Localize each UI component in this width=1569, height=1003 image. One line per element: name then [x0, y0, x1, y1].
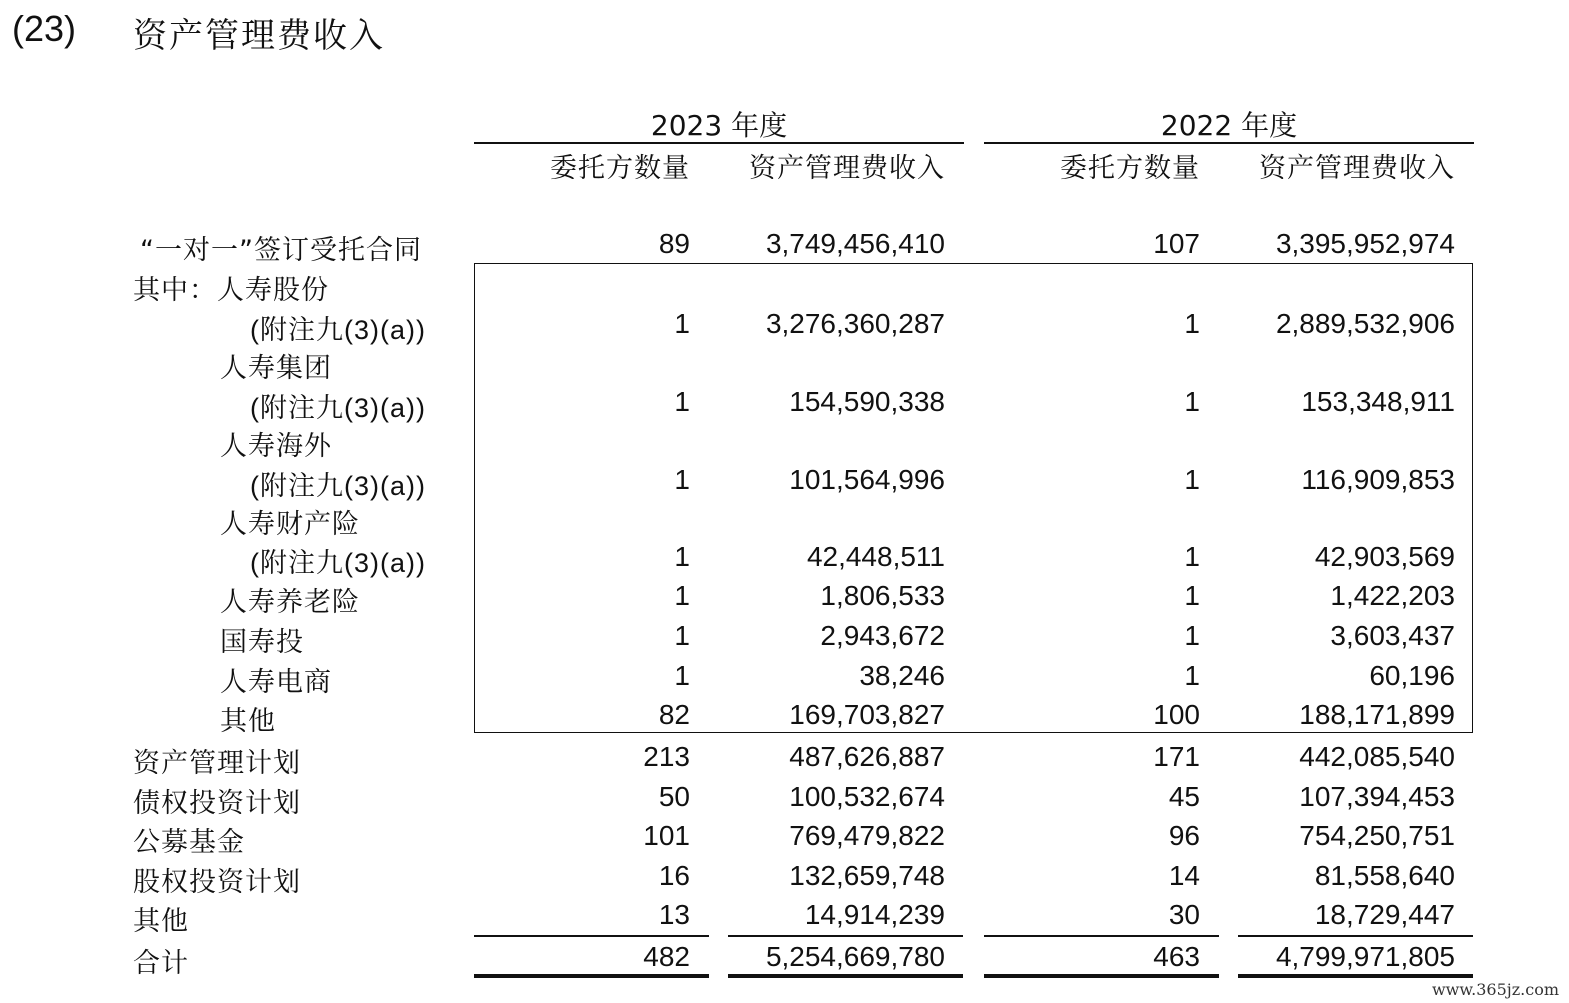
table-cell: 42,448,511 — [806, 541, 945, 572]
colhead-fee-2022: 资产管理费收入 — [1259, 153, 1455, 184]
table-cell: 38,246 — [859, 660, 945, 691]
section-number: (23) — [12, 8, 77, 49]
table-cell: 3,276,360,287 — [765, 308, 945, 339]
table-cell: 1 — [674, 660, 690, 691]
row-label: 人寿财产险 — [220, 509, 360, 540]
table-cell: 463 — [1153, 941, 1200, 972]
row-label: 其中：人寿股份 — [133, 275, 329, 306]
table-cell: 14 — [1168, 860, 1200, 891]
row-label: 人寿养老险 — [220, 587, 360, 618]
table-cell: 2,889,532,906 — [1275, 308, 1455, 339]
table-cell: 3,749,456,410 — [765, 228, 945, 259]
row-label: 人寿集团 — [220, 353, 332, 384]
total-doubleline-4 — [1238, 974, 1473, 978]
table-cell: 42,903,569 — [1314, 541, 1455, 572]
table-cell: 1,422,203 — [1330, 580, 1455, 611]
row-label: 人寿电商 — [220, 667, 332, 698]
total-topline-3 — [984, 935, 1219, 937]
table-cell: 107,394,453 — [1299, 781, 1455, 812]
total-topline-4 — [1238, 935, 1473, 937]
table-cell: 101 — [643, 820, 690, 851]
row-label: 债权投资计划 — [133, 788, 301, 819]
table-cell: 487,626,887 — [789, 741, 945, 772]
table-cell: 1 — [674, 464, 690, 495]
table-cell: 82 — [658, 699, 690, 730]
row-label: 股权投资计划 — [133, 867, 301, 898]
table-cell: 116,909,853 — [1301, 464, 1455, 495]
year-underline-2023 — [474, 142, 964, 144]
watermark: www.365jz.com — [1431, 980, 1559, 999]
table-cell: 153,348,911 — [1301, 386, 1455, 417]
table-cell: 132,659,748 — [789, 860, 945, 891]
table-cell: 1 — [674, 580, 690, 611]
table-cell: 1 — [674, 308, 690, 339]
table-cell: 13 — [658, 899, 690, 930]
table-cell: 2,943,672 — [820, 620, 945, 651]
year-underline-2022 — [984, 142, 1474, 144]
row-label: 其他 — [220, 706, 276, 737]
table-cell: 1 — [1184, 386, 1200, 417]
row-label: “一对一”签订受托合同 — [140, 235, 422, 266]
total-topline-1 — [474, 935, 709, 937]
total-doubleline-3 — [984, 974, 1219, 978]
table-cell: 100,532,674 — [789, 781, 945, 812]
total-topline-2 — [728, 935, 963, 937]
table-cell: 81,558,640 — [1314, 860, 1455, 891]
table-cell: 96 — [1168, 820, 1200, 851]
row-label: 人寿海外 — [220, 431, 332, 462]
table-cell: 60,196 — [1369, 660, 1455, 691]
table-cell: 5,254,669,780 — [765, 941, 945, 972]
table-cell: 107 — [1153, 228, 1200, 259]
table-cell: 16 — [658, 860, 690, 891]
table-cell: 1 — [1184, 580, 1200, 611]
table-cell: 89 — [658, 228, 690, 259]
table-cell: 1 — [1184, 541, 1200, 572]
table-cell: 442,085,540 — [1299, 741, 1455, 772]
table-cell: 1 — [674, 386, 690, 417]
table-cell: 754,250,751 — [1299, 820, 1455, 851]
table-cell: 154,590,338 — [789, 386, 945, 417]
table-cell: 171 — [1153, 741, 1200, 772]
year-header-2022: 2022 年度 — [1160, 109, 1298, 142]
row-note-ref: (附注九(3)(a)) — [250, 471, 426, 501]
row-label: 合计 — [133, 948, 189, 979]
table-cell: 30 — [1168, 899, 1200, 930]
row-note-ref: (附注九(3)(a)) — [250, 393, 426, 423]
table-cell: 101,564,996 — [789, 464, 945, 495]
table-cell: 188,171,899 — [1299, 699, 1455, 730]
table-cell: 18,729,447 — [1314, 899, 1455, 930]
table-cell: 213 — [643, 741, 690, 772]
table-cell: 1 — [674, 620, 690, 651]
table-cell: 769,479,822 — [789, 820, 945, 851]
table-cell: 3,603,437 — [1330, 620, 1455, 651]
table-cell: 45 — [1168, 781, 1200, 812]
row-note-ref: (附注九(3)(a)) — [250, 548, 426, 578]
table-cell: 1 — [1184, 660, 1200, 691]
year-header-2023: 2023 年度 — [650, 109, 788, 142]
colhead-fee-2023: 资产管理费收入 — [749, 153, 945, 184]
table-cell: 4,799,971,805 — [1275, 941, 1455, 972]
table-cell: 1 — [674, 541, 690, 572]
row-label: 公募基金 — [133, 827, 245, 858]
table-cell: 50 — [658, 781, 690, 812]
row-label: 其他 — [133, 906, 189, 937]
table-cell: 14,914,239 — [804, 899, 945, 930]
colhead-count-2022: 委托方数量 — [1060, 153, 1200, 184]
table-cell: 482 — [643, 941, 690, 972]
total-doubleline-1 — [474, 974, 709, 978]
row-label: 国寿投 — [220, 627, 304, 658]
table-cell: 1,806,533 — [820, 580, 945, 611]
table-cell: 1 — [1184, 464, 1200, 495]
total-doubleline-2 — [728, 974, 963, 978]
section-title: 资产管理费收入 — [133, 16, 385, 56]
table-cell: 1 — [1184, 620, 1200, 651]
row-note-ref: (附注九(3)(a)) — [250, 315, 426, 345]
row-label: 资产管理计划 — [133, 748, 301, 779]
table-cell: 3,395,952,974 — [1275, 228, 1455, 259]
colhead-count-2023: 委托方数量 — [550, 153, 690, 184]
table-cell: 1 — [1184, 308, 1200, 339]
table-cell: 169,703,827 — [789, 699, 945, 730]
table-cell: 100 — [1153, 699, 1200, 730]
